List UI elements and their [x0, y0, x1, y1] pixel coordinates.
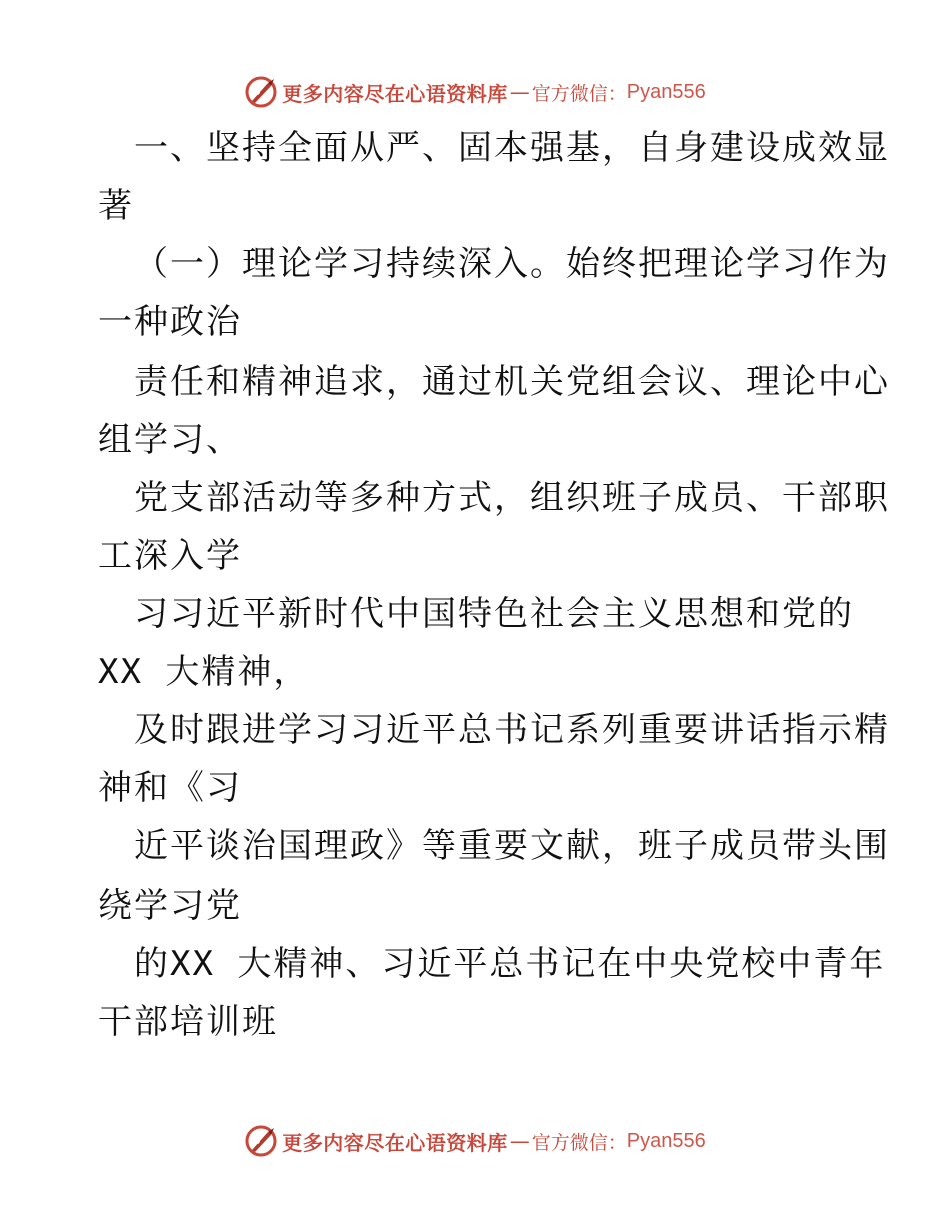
body-line: 一、坚持全面从严、固本强基，自身建设成效显	[134, 128, 890, 168]
body-line: 责任和精神追求，通过机关党组会议、理论中心	[134, 362, 890, 402]
body-line: 绕学习党	[98, 886, 242, 926]
body-line: 干部培训班	[98, 1002, 278, 1042]
watermark-wechat-id: Pyan556	[626, 1129, 706, 1152]
watermark-official-label: 官方微信：	[531, 82, 627, 105]
watermark-separator: —	[509, 80, 530, 104]
quill-logo-icon	[244, 1124, 278, 1158]
body-line: （一）理论学习持续深入。始终把理论学习作为	[134, 244, 890, 284]
body-line: 著	[98, 186, 134, 226]
body-line: 工深入学	[98, 536, 242, 576]
body-line: 一种政治	[98, 302, 242, 342]
body-line: 近平谈治国理政》等重要文献，班子成员带头围	[134, 826, 890, 866]
body-line: 的XX 大精神、习近平总书记在中央党校中青年	[134, 944, 886, 984]
body-line: XX 大精神，	[98, 652, 310, 692]
footer-watermark	[0, 1121, 950, 1161]
body-line: 组学习、	[98, 420, 242, 460]
body-line: 及时跟进学习习近平总书记系列重要讲话指示精	[134, 710, 890, 750]
watermark-wechat-id: Pyan556	[626, 80, 706, 103]
body-line: 习习近平新时代中国特色社会主义思想和党的	[134, 594, 854, 634]
body-line: 神和《习	[98, 768, 242, 808]
watermark-separator: —	[509, 1129, 530, 1153]
watermark-site-text: 更多内容尽在心语资料库	[282, 81, 508, 106]
watermark-official-label: 官方微信：	[531, 1131, 627, 1154]
watermark-site-text: 更多内容尽在心语资料库	[282, 1130, 508, 1155]
body-line: 党支部活动等多种方式，组织班子成员、干部职	[134, 478, 890, 518]
